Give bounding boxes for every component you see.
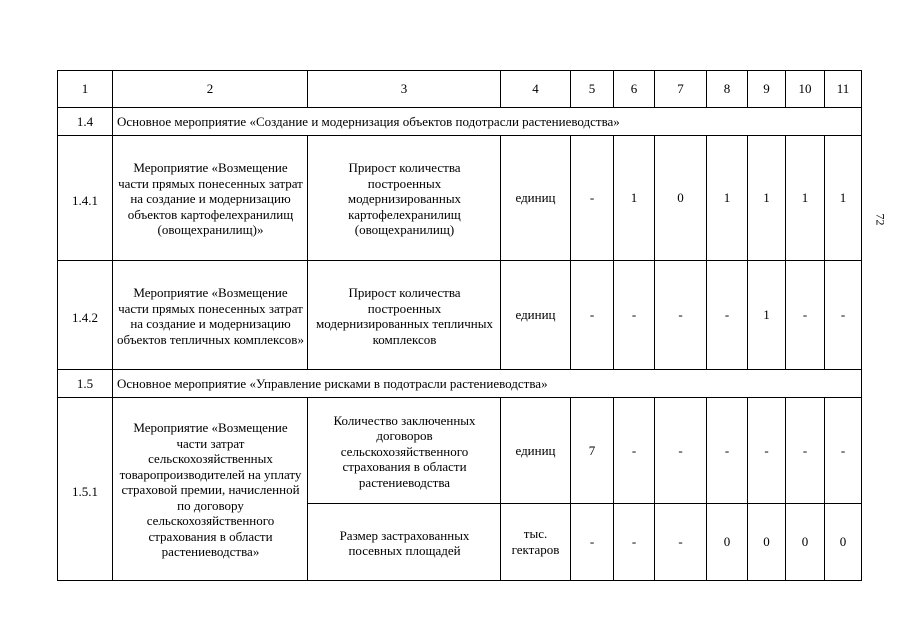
- indicator-cell: Количество заключенных договоров сельскохозяйственного страхования в области растениеводства: [308, 398, 501, 504]
- row-code: 1.4.1: [58, 136, 113, 261]
- column-number-row: [58, 71, 862, 108]
- value-cell: -: [655, 261, 707, 370]
- value-cell: -: [825, 398, 862, 504]
- column-number: 8: [707, 71, 748, 108]
- section-title: Основное мероприятие «Управление рисками в подотрасли растениеводства»: [113, 370, 862, 398]
- value-cell: 1: [786, 136, 825, 261]
- indicators-table: [57, 70, 862, 581]
- column-number: 9: [748, 71, 786, 108]
- indicator-cell: Прирост количества построенных модернизированных тепличных комплексов: [308, 261, 501, 370]
- column-number: 4: [501, 71, 571, 108]
- value-cell: -: [655, 504, 707, 581]
- value-cell: -: [707, 398, 748, 504]
- value-cell: -: [571, 504, 614, 581]
- section-title: Основное мероприятие «Создание и модернизация объектов подотрасли растениеводства»: [113, 108, 862, 136]
- measure-cell: Мероприятие «Возмещение части прямых понесенных затрат на создание и модернизацию объектов тепличных комплексов»: [113, 261, 308, 370]
- unit-cell: единиц: [501, 136, 571, 261]
- value-cell: -: [614, 261, 655, 370]
- table-row-1-4-1: [58, 136, 862, 261]
- value-cell: 7: [571, 398, 614, 504]
- value-cell: 1: [748, 261, 786, 370]
- indicator-cell: Прирост количества построенных модернизированных картофелехранилищ (овощехранилищ): [308, 136, 501, 261]
- value-cell: -: [614, 504, 655, 581]
- value-cell: -: [825, 261, 862, 370]
- indicator-cell: Размер застрахованных посевных площадей: [308, 504, 501, 581]
- column-number: 1: [58, 71, 113, 108]
- value-cell: 1: [748, 136, 786, 261]
- measure-cell: Мероприятие «Возмещение части затрат сельскохозяйственных товаропроизводителей на уплату страховой премии, начисленной по договору сельскохозяйственного страхования в области растениеводства»: [113, 398, 308, 581]
- value-cell: -: [571, 261, 614, 370]
- value-cell: -: [571, 136, 614, 261]
- value-cell: 0: [748, 504, 786, 581]
- column-number: 7: [655, 71, 707, 108]
- column-number: 5: [571, 71, 614, 108]
- row-code: 1.4.2: [58, 261, 113, 370]
- value-cell: -: [786, 261, 825, 370]
- section-row-1-5: [58, 370, 862, 398]
- unit-cell: тыс. гектаров: [501, 504, 571, 581]
- unit-cell: единиц: [501, 261, 571, 370]
- value-cell: 1: [614, 136, 655, 261]
- table-row-1-4-2: [58, 261, 862, 370]
- section-code: 1.5: [58, 370, 113, 398]
- value-cell: -: [786, 398, 825, 504]
- unit-cell: единиц: [501, 398, 571, 504]
- value-cell: -: [614, 398, 655, 504]
- value-cell: 0: [825, 504, 862, 581]
- page-number: 72: [873, 213, 888, 226]
- value-cell: -: [748, 398, 786, 504]
- value-cell: 0: [655, 136, 707, 261]
- column-number: 3: [308, 71, 501, 108]
- value-cell: 0: [786, 504, 825, 581]
- column-number: 6: [614, 71, 655, 108]
- section-code: 1.4: [58, 108, 113, 136]
- value-cell: -: [655, 398, 707, 504]
- column-number: 11: [825, 71, 862, 108]
- value-cell: 0: [707, 504, 748, 581]
- section-row-1-4: [58, 108, 862, 136]
- row-code: 1.5.1: [58, 398, 113, 581]
- column-number: 10: [786, 71, 825, 108]
- column-number: 2: [113, 71, 308, 108]
- value-cell: -: [707, 261, 748, 370]
- value-cell: 1: [825, 136, 862, 261]
- measure-cell: Мероприятие «Возмещение части прямых понесенных затрат на создание и модернизацию объектов картофелехранилищ (овощехранилищ)»: [113, 136, 308, 261]
- table-row-1-5-1: [58, 398, 862, 504]
- value-cell: 1: [707, 136, 748, 261]
